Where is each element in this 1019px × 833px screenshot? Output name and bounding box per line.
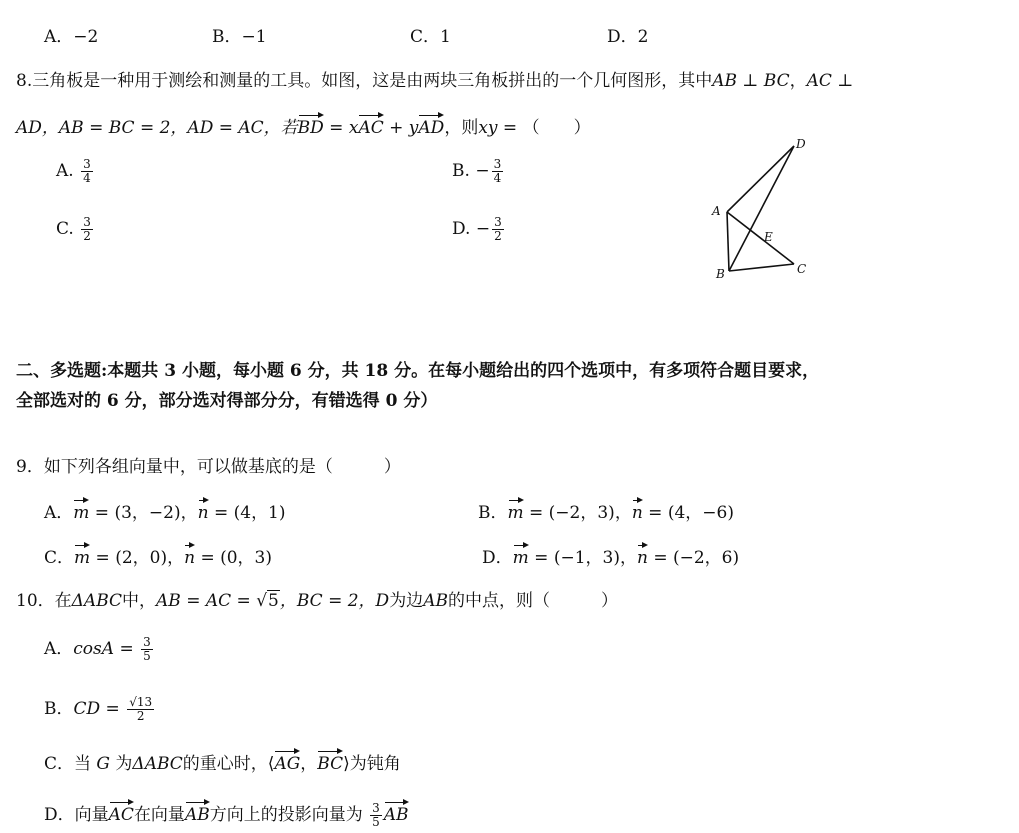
vector-ac: AC (358, 118, 384, 138)
q10-option-d: D．向量AC在向量AB方向上的投影向量为 $\frac{3}{5}$ AB (44, 801, 409, 829)
fraction: $\frac{3}{4}$ (83, 157, 91, 185)
q10-option-a: A．cosA = $\frac{3}{5}$ (44, 635, 151, 663)
fraction: $\frac{3}{5}$ (143, 635, 151, 663)
q10-option-c: C．当 G 为ΔABC的重心时，⟨AG，BC⟩为钝角 (44, 754, 401, 774)
geometry-figure (700, 136, 820, 286)
label-e: E (764, 230, 773, 244)
q8-stem-line2: AD，AB = BC = 2，AD = AC，若BD = xAC + yAD，则xy = （ ） (16, 118, 591, 138)
q8-option-c: C. $\frac{3}{2}$ (56, 215, 91, 243)
q9-option-b: B．m = (−2，3)，n = (4，−6) (478, 503, 734, 523)
segment-bd (729, 146, 794, 271)
label-a: A (712, 204, 721, 218)
section-heading-line2: 全部选对的 6 分，部分选对得部分分，有错选得 0 分） (16, 391, 438, 411)
q10-option-b: B．CD = $\frac{√13}{2}$ (44, 695, 153, 723)
q8-stem-line1: 8.三角板是一种用于测绘和测量的工具。如图，这是由两块三角板拼出的一个几何图形，其中AB ⊥ BC，AC ⊥ (16, 71, 854, 91)
q9-option-a: A．m = (3，−2)，n = (4，1) (44, 503, 286, 523)
fraction: $\frac{3}{5}$ (372, 801, 380, 829)
vector-ad: AD (418, 118, 445, 138)
q10-stem: 10．在ΔABC中，AB = AC = √5，BC = 2，D为边AB的中点，则（ ） (16, 591, 618, 611)
q7-option-d: D．2 (607, 27, 649, 47)
q8-option-a: A. $\frac{3}{4}$ (56, 157, 91, 185)
q9-stem: 9．如下列各组向量中，可以做基底的是（ ） (16, 457, 401, 477)
label-c: C (797, 262, 807, 276)
vector-bd: BD (297, 118, 324, 138)
fraction: $\frac{3}{2}$ (494, 215, 502, 243)
q8-option-d: D. − $\frac{3}{2}$ (452, 215, 502, 243)
q9-option-c: C．m = (2，0)，n = (0，3) (44, 548, 272, 568)
label-d: D (796, 137, 806, 151)
section-heading-line1: 二、多选题:本题共 3 小题，每小题 6 分，共 18 分。在每小题给出的四个选项中，有多项符合题目要求， (16, 361, 820, 381)
fraction: $\frac{√13}{2}$ (129, 695, 153, 723)
fraction: $\frac{3}{4}$ (493, 157, 502, 185)
sqrt-5: √5 (256, 591, 279, 611)
q7-option-c: C．1 (410, 27, 451, 47)
q7-option-a: A．−2 (44, 27, 99, 47)
segment-bc (729, 264, 794, 271)
segment-ad (727, 146, 794, 212)
q8-option-b: B. − $\frac{3}{4}$ (452, 157, 502, 185)
fraction: $\frac{3}{2}$ (83, 215, 91, 243)
segment-ab (727, 212, 729, 271)
q7-option-b: B．−1 (212, 27, 267, 47)
q9-option-d: D．m = (−1，3)，n = (−2，6) (482, 548, 740, 568)
label-b: B (716, 267, 725, 281)
